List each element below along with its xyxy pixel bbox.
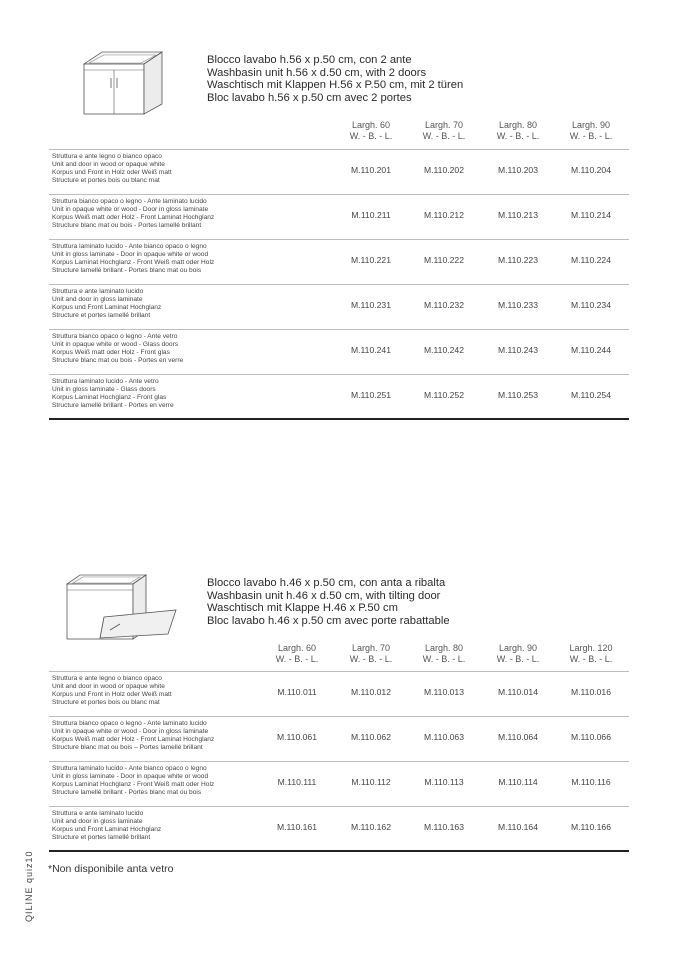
row-divider (49, 716, 629, 717)
row-description-line: Unit and door in wood or opaque white (52, 683, 165, 691)
product-code: M.110.222 (424, 255, 464, 265)
row-description (52, 243, 214, 275)
column-header (409, 120, 479, 142)
product-code: M.110.204 (571, 165, 611, 175)
row-description-line: Struttura bianco opaco o legno - Ante vetro (52, 333, 178, 340)
washbasin-tilting-door-illustration (64, 572, 180, 646)
product-code: M.110.244 (571, 345, 611, 355)
row-description-line: Structure lamellé brillant - Portes blanc mat ou bois (52, 789, 202, 797)
row-description-line: Korpus Weiß matt oder Holz - Front Laminat Hochglanz (52, 736, 215, 744)
row-description (52, 288, 161, 320)
row-description (52, 378, 174, 410)
column-header (483, 643, 553, 665)
column-dimension-label: W. - B. - L. (422, 654, 466, 664)
column-width-label: Largh. 70 (424, 120, 464, 130)
row-description-line: Structure et portes bois ou blanc mat (52, 699, 160, 707)
row-divider (49, 329, 629, 330)
product-code: M.110.014 (498, 687, 538, 697)
product-code: M.110.223 (498, 255, 538, 265)
row-description (52, 810, 161, 842)
section2-title-line: Bloc lavabo h.46 x p.50 cm avec porte rabattable (207, 614, 450, 627)
column-header (336, 120, 406, 142)
column-width-label: Largh. 60 (277, 643, 317, 653)
row-description-line: Structure blanc mat ou bois - Portes en verre (52, 357, 184, 365)
row-description-line: Korpus und Front in Holz oder Weiß matt (52, 169, 172, 177)
product-code: M.110.163 (424, 822, 464, 832)
product-code: M.110.202 (424, 165, 464, 175)
product-code: M.110.111 (277, 777, 317, 787)
row-description-line: Korpus Weiß matt oder Holz - Front glas (52, 349, 170, 357)
product-code: M.110.211 (351, 210, 391, 220)
product-code: M.110.061 (277, 732, 317, 742)
row-description-line: Unit and door in gloss laminate (52, 296, 143, 304)
column-dimension-label: W. - B. - L. (496, 654, 540, 664)
product-code: M.110.013 (424, 687, 464, 697)
product-code: M.110.212 (424, 210, 464, 220)
row-description-line: Korpus Weiß matt oder Holz - Front Laminat Hochglanz (52, 214, 215, 222)
row-divider (49, 374, 629, 375)
row-description-line: Structure et portes bois ou blanc mat (52, 177, 160, 185)
product-code: M.110.221 (351, 255, 391, 265)
row-description (52, 153, 172, 185)
column-dimension-label: W. - B. - L. (349, 654, 393, 664)
row-description-line: Unit in gloss laminate - Glass doors (52, 386, 156, 394)
product-code: M.110.231 (351, 300, 391, 310)
row-description-line: Struttura e ante laminato lucido (52, 288, 144, 295)
row-description-line: Unit in gloss laminate - Door in opaque white or wood (52, 251, 209, 259)
row-divider (49, 239, 629, 240)
row-description-line: Korpus Laminat Hochglanz - Front Weiß matt oder Holz (52, 781, 215, 789)
row-divider (49, 806, 629, 807)
product-code: M.110.251 (351, 390, 391, 400)
section1-title-line: Washbasin unit h.56 x d.50 cm, with 2 doors (207, 66, 427, 79)
column-header (409, 643, 479, 665)
section2-title-line: Blocco lavabo h.46 x p.50 cm, con anta a ribalta (207, 577, 446, 589)
sidebar-brand: QILINE quiz10 (24, 850, 34, 922)
row-description-line: Unit and door in wood or opaque white (52, 161, 165, 169)
row-description-line: Korpus Laminat Hochglanz - Front glas (52, 394, 167, 402)
row-description-line: Unit and door in gloss laminate (52, 818, 143, 826)
row-description-line: Korpus und Front in Holz oder Weiß matt (52, 691, 172, 699)
row-description (52, 720, 214, 752)
row-description-line: Struttura bianco opaco o legno - Ante laminato lucido (52, 720, 207, 727)
row-description-line: Unit in opaque white or wood - Glass doors (52, 341, 179, 349)
row-description-line: Structure et portes lamellé brillant (52, 312, 151, 320)
row-description (52, 675, 172, 707)
row-description (52, 198, 214, 230)
row-description-line: Struttura laminato lucido - Ante bianco opaco o legno (52, 765, 207, 772)
product-code: M.110.241 (351, 345, 391, 355)
column-header (262, 643, 332, 665)
product-code: M.110.166 (571, 822, 611, 832)
column-dimension-label: W. - B. - L. (569, 131, 613, 141)
product-code: M.110.243 (498, 345, 538, 355)
table-top-divider (49, 671, 629, 672)
row-description-line: Korpus und Front Laminat Hochglanz (52, 826, 162, 834)
section1-title-line: Waschtisch mit Klappen H.56 x P.50 cm, mit 2 türen (207, 79, 464, 92)
column-dimension-label: W. - B. - L. (349, 131, 393, 141)
product-code: M.110.116 (571, 777, 611, 787)
product-code: M.110.113 (424, 777, 464, 787)
column-width-label: Largh. 60 (351, 120, 391, 130)
row-description-line: Structure lamellé brillant - Portes en verre (52, 402, 174, 410)
row-description-line: Korpus Laminat Hochglanz - Front Weiß matt oder Holz (52, 259, 215, 267)
column-width-label: Largh. 80 (424, 643, 464, 653)
row-description-line: Struttura laminato lucido - Ante bianco opaco o legno (52, 243, 207, 250)
product-code: M.110.011 (277, 687, 317, 697)
product-code: M.110.242 (424, 345, 464, 355)
column-header (483, 120, 553, 142)
product-code: M.110.016 (571, 687, 611, 697)
section2-title (207, 577, 450, 627)
column-dimension-label: W. - B. - L. (496, 131, 540, 141)
row-description-line: Struttura e ante legno o bianco opaco (52, 675, 162, 682)
column-width-label: Largh. 90 (498, 643, 538, 653)
product-code: M.110.063 (424, 732, 464, 742)
row-description-line: Structure blanc mat ou bois – Portes lamellé brillant (52, 744, 203, 752)
table-bottom-rule (49, 418, 629, 420)
row-description-line: Unit in opaque white or wood - Door in gloss laminate (52, 206, 209, 214)
washbasin-2-doors-illustration (80, 48, 166, 118)
row-description (52, 765, 214, 797)
product-code: M.110.203 (498, 165, 538, 175)
column-dimension-label: W. - B. - L. (569, 654, 613, 664)
product-code: M.110.066 (571, 732, 611, 742)
row-description-line: Unit in gloss laminate - Door in opaque white or wood (52, 773, 209, 781)
product-code: M.110.224 (571, 255, 611, 265)
product-code: M.110.252 (424, 390, 464, 400)
product-code: M.110.233 (498, 300, 538, 310)
column-header (336, 643, 406, 665)
row-description-line: Korpus und Front Laminat Hochglanz (52, 304, 162, 312)
column-width-label: Largh. 90 (571, 120, 611, 130)
product-code: M.110.253 (498, 390, 538, 400)
table-bottom-rule (49, 850, 629, 852)
row-description-line: Structure blanc mat ou bois - Portes lamellé brillant (52, 222, 202, 230)
product-code: M.110.201 (351, 165, 391, 175)
row-description (52, 333, 183, 365)
product-code: M.110.161 (277, 822, 317, 832)
column-dimension-label: W. - B. - L. (422, 131, 466, 141)
product-code: M.110.112 (351, 777, 391, 787)
product-code: M.110.232 (424, 300, 464, 310)
row-description-line: Struttura bianco opaco o legno - Ante laminato lucido (52, 198, 207, 205)
product-code: M.110.213 (498, 210, 538, 220)
column-header (556, 120, 626, 142)
table-top-divider (49, 149, 629, 150)
column-width-label: Largh. 70 (351, 643, 391, 653)
row-description-line: Struttura e ante laminato lucido (52, 810, 144, 817)
product-code: M.110.062 (351, 732, 391, 742)
product-code: M.110.164 (498, 822, 538, 832)
row-divider (49, 284, 629, 285)
row-description-line: Struttura e ante legno o bianco opaco (52, 153, 162, 160)
section1-title (207, 54, 463, 104)
column-header (556, 643, 626, 665)
footnote: *Non disponibile anta vetro (48, 863, 174, 875)
product-code: M.110.064 (498, 732, 538, 742)
product-code: M.110.254 (571, 390, 611, 400)
row-divider (49, 761, 629, 762)
section1-title-line: Blocco lavabo h.56 x p.50 cm, con 2 ante (207, 54, 412, 66)
product-code: M.110.234 (571, 300, 611, 310)
column-width-label: Largh. 120 (569, 643, 613, 653)
product-code: M.110.012 (351, 687, 391, 697)
section2-title-line: Waschtisch mit Klappe H.46 x P.50 cm (207, 602, 398, 615)
row-description-line: Unit in opaque white or wood - Door in gloss laminate (52, 728, 209, 736)
row-description-line: Struttura laminato lucido - Ante vetro (52, 378, 159, 385)
product-code: M.110.162 (351, 822, 391, 832)
column-dimension-label: W. - B. - L. (275, 654, 319, 664)
column-width-label: Largh. 80 (498, 120, 538, 130)
product-code: M.110.214 (571, 210, 611, 220)
row-divider (49, 194, 629, 195)
row-description-line: Structure et portes lamellé brillant (52, 834, 151, 842)
section2-title-line: Washbasin unit h.46 x d.50 cm, with tilting door (207, 589, 441, 602)
section1-title-line: Bloc lavabo h.56 x p.50 cm avec 2 portes (207, 91, 412, 104)
product-code: M.110.114 (498, 777, 538, 787)
row-description-line: Structure lamellé brillant - Portes blanc mat ou bois (52, 267, 202, 275)
